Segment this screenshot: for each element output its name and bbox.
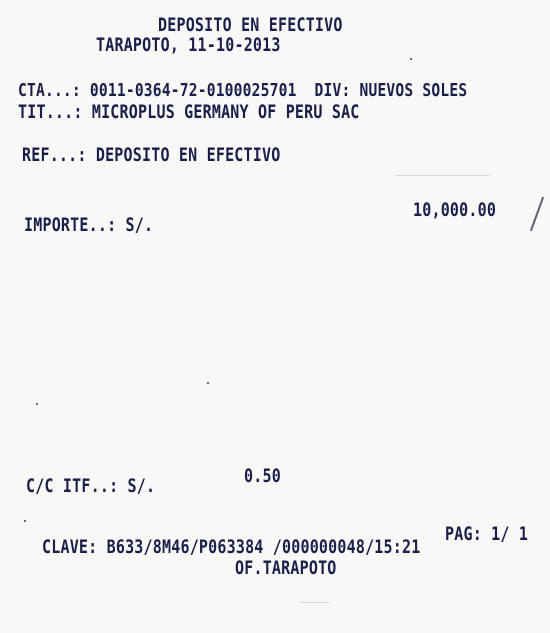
- paper-blemish: [395, 175, 490, 176]
- itf-label: C/C ITF..: S/.: [26, 475, 156, 497]
- itf-value: 0.50: [244, 465, 281, 487]
- account-line: CTA...: 0011-0364-72-0100025701 DIV: NUEVOS SOLES: [18, 80, 468, 101]
- receipt-title: DEPOSITO EN EFECTIVO: [158, 14, 343, 36]
- reference-line: REF...: DEPOSITO EN EFECTIVO: [22, 144, 281, 166]
- key-line: CLAVE: B633/8M46/P063384 /000000048/15:21: [42, 536, 421, 558]
- holder-line: TIT...: MICROPLUS GERMANY OF PERU SAC: [18, 101, 360, 123]
- paper-blemish: [300, 602, 330, 603]
- location-date: TARAPOTO, 11-10-2013: [96, 34, 281, 56]
- pen-mark: [530, 197, 544, 232]
- office-line: OF.TARAPOTO: [235, 557, 337, 579]
- print-speck: [410, 58, 412, 60]
- amount-value: 10,000.00: [413, 199, 497, 221]
- page-number: PAG: 1/ 1: [445, 523, 529, 545]
- print-speck: [24, 520, 26, 522]
- amount-label: IMPORTE..: S/.: [24, 214, 154, 236]
- print-speck: [36, 403, 38, 405]
- print-speck: [207, 382, 209, 384]
